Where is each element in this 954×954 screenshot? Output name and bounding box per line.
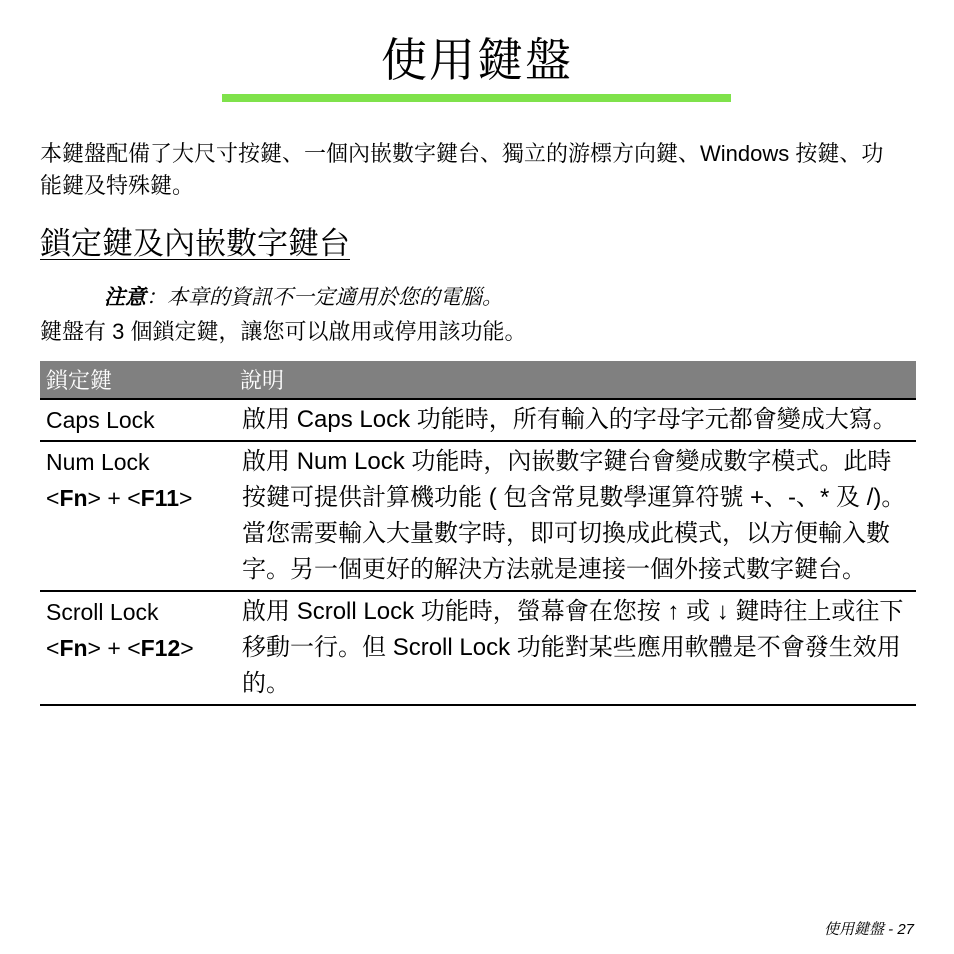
key-cell — [40, 399, 234, 441]
lock-keys-table — [40, 361, 916, 706]
f-key: F11 — [140, 485, 179, 511]
table-row — [40, 591, 916, 705]
desc-cell: 啟用 Num Lock 功能時，內嵌數字鍵台會變成數字模式。此時按鍵可提供計算機功能 ( 包含常見數學運算符號 +、-、* 及 /)。當您需要輸入大量數字時，即可切換成此模式，以方便輸入數字。另一個更好的解決方法就是連接一個外接式數字鍵台。 — [234, 441, 916, 591]
key-name: Caps Lock — [46, 407, 155, 433]
f-key: F12 — [140, 635, 181, 661]
note-label: 注意 — [104, 286, 146, 309]
intro-paragraph: 本鍵盤配備了大尺寸按鍵、一個內嵌數字鍵台、獨立的游標方向鍵、Windows 按鍵、功能鍵及特殊鍵。 — [40, 141, 884, 198]
note-text: ：本章的資訊不一定適用於您的電腦。 — [146, 286, 503, 309]
page-title: 使用鍵盤 — [381, 34, 573, 86]
page-footer: 使用鍵盤 - 27 — [823, 921, 914, 938]
note — [104, 283, 503, 313]
table-header-row — [40, 361, 916, 399]
table-row — [40, 441, 916, 591]
table-row — [40, 399, 916, 441]
fn-key: Fn — [59, 635, 88, 661]
key-name: Num Lock — [46, 449, 150, 475]
desc-cell: 啟用 Scroll Lock 功能時，螢幕會在您按 ↑ 或 ↓ 鍵時往上或往下移動一行。但 Scroll Lock 功能對某些應用軟體是不會發生效用的。 — [234, 591, 916, 705]
fn-key: Fn — [59, 485, 88, 511]
key-name: Scroll Lock — [46, 599, 159, 625]
key-cell — [40, 591, 234, 705]
header-lock-key: 鎖定鍵 — [40, 361, 234, 399]
key-combo: <Fn> + <F12> — [46, 635, 194, 661]
key-combo: <Fn> + <F11> — [46, 485, 193, 511]
lock-keys-description: 鍵盤有 3 個鎖定鍵，讓您可以啟用或停用該功能。 — [40, 319, 527, 344]
header-description: 說明 — [234, 361, 916, 399]
section-heading: 鎖定鍵及內嵌數字鍵台 — [40, 226, 350, 261]
title-accent-bar — [222, 94, 731, 102]
key-cell — [40, 441, 234, 591]
desc-cell: 啟用 Caps Lock 功能時，所有輸入的字母字元都會變成大寫。 — [234, 399, 916, 441]
